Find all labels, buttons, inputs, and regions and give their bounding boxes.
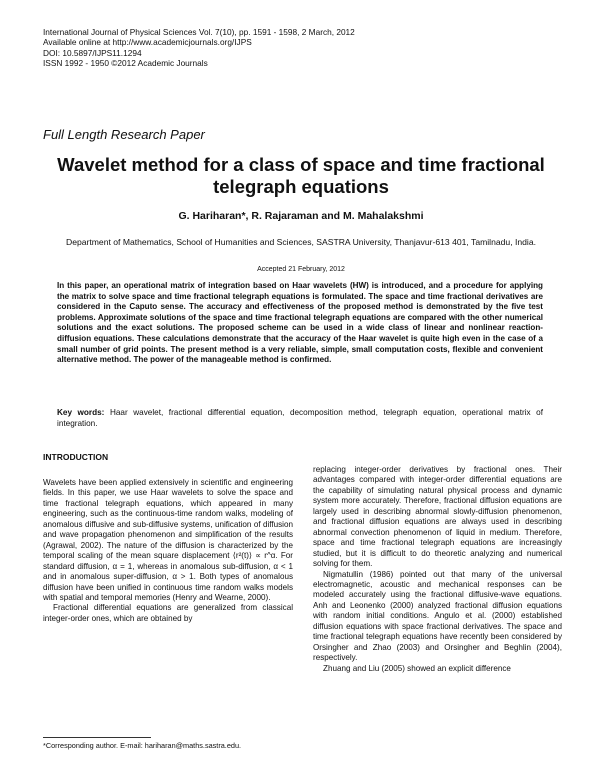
text-run: and in anomalous super-diffusion, — [43, 572, 169, 582]
keywords — [57, 407, 543, 429]
text-run: . For standard diffusion, — [43, 551, 294, 571]
section-heading-introduction: INTRODUCTION — [43, 452, 109, 462]
journal-header — [43, 27, 355, 68]
footnote-divider — [43, 737, 151, 738]
paragraph: Nigmatullin (1986) pointed out that many of the universal electromagnetic, acoustic and mechanical responses can be modeled accurately using the fractional diffusive-wave equations. Anh and Leonenko (2000) analyzed fractional diffusion equations with random initial conditions. Angulo et al. (2000) established diffusion equations with space fractional derivatives. The space and time fractional telegraph equations have recently been considered by Orsingher and Zhao (2003) and Orsingher and Beghlin (2004), respectively. — [313, 569, 562, 663]
text-run: Wavelets have been applied extensively in scientific and engineering fields. In this paper, we use Haar wavelets to solve the space and time fractional telegraph equations, which appeared in many engineering, such as the continuous-time random walks, modeling of anomalous diffusive and sub-diffusive systems, unification of diffusion and wave propagation phenomenon and simplification of the results (Agrawal, 2002). The nature of the diffusion is characterized by the temporal scaling of the mean square displacement — [43, 478, 293, 561]
left-column — [43, 478, 293, 624]
formula-alpha-eq-1: α = 1 — [112, 561, 133, 571]
authors: G. Hariharan*, R. Rajaraman and M. Mahalakshmi — [178, 210, 424, 222]
online-availability: Available online at http://www.academicjournals.org/IJPS — [43, 37, 252, 48]
formula-alpha-lt-1: α < 1 — [273, 561, 294, 571]
keywords-label: Key words: — [57, 408, 105, 417]
corresponding-author-footnote: *Corresponding author. E-mail: hariharan@maths.sastra.edu. — [43, 741, 242, 750]
abstract: In this paper, an operational matrix of integration based on Haar wavelets (HW) is introduced, and a procedure for applying the matrix to solve space and time fractional telegraph equations is formulated. The space and time fractional derivatives are considered in the Caputo sense. The accuracy and effectiveness of the proposed method is demonstrated by the five test problems. Approximate solutions of the space and time fractional telegraph equations are compared with the other numerical solutions and the exact solutions. The proposed scheme can be used in a wide class of linear and nonlinear reaction-diffusion equations. These calculations demonstrate that the accuracy of the Haar wavelet is quite high even in the case of a small number of grid points. The present method is a very reliable, simple, small computation costs, flexible and convenient alternative method. The power of the manageable method is confirmed. — [57, 281, 543, 365]
doi-line: DOI: 10.5897/IJPS11.1294 — [43, 47, 142, 58]
paper-title: Wavelet method for a class of space and time fractional telegraph equations — [57, 154, 545, 197]
paragraph — [43, 478, 293, 603]
formula-alpha-gt-1: α > 1 — [172, 572, 194, 582]
accepted-date: Accepted 21 February, 2012 — [257, 266, 345, 273]
affiliation: Department of Mathematics, School of Humanities and Sciences, SASTRA University, Thanjavur-613 401, Tamilnadu, India. — [65, 237, 537, 247]
paragraph: Fractional differential equations are generalized from classical integer-order ones, which are obtained by — [43, 603, 293, 623]
keywords-text: Haar wavelet, fractional differential equation, decomposition method, telegraph equation, operational matrix of integration. — [57, 408, 544, 428]
issn-line: ISSN 1992 - 1950 ©2012 Academic Journals — [43, 57, 208, 68]
journal-citation: International Journal of Physical Sciences Vol. 7(10), pp. 1591 - 1598, 2 March, 2012 — [43, 27, 355, 37]
text-run: , whereas in anomalous sub-diffusion, — [132, 561, 271, 571]
right-column — [313, 465, 562, 674]
formula-msd: ⟨r²(t)⟩ ∝ r^α — [232, 551, 276, 561]
paragraph: replacing integer-order derivatives by fractional ones. Their advantages compared with integer-order differential equations are the capability of simulating natural physical process and dynamic system more accurately. Therefore, fractional diffusion equations are largely used in describing abnormal slowly-diffusion phenomenon, and fractional diffusion equations are always used in describing abnormal convection phenomenon of liquid in medium. Therefore, space and time fractional telegraph equations are increasingly studied, but it is difficult to do theoretic analyzing and numerical solving for them. — [313, 465, 562, 569]
paragraph: Zhuang and Liu (2005) showed an explicit difference — [323, 663, 511, 673]
paper-type: Full Length Research Paper — [43, 127, 205, 142]
text-run: . Both types of anomalous diffusion have been unified in continuous time random walks models with spatial and temporal memories (Henry and Wearne, 2000). — [43, 572, 294, 602]
